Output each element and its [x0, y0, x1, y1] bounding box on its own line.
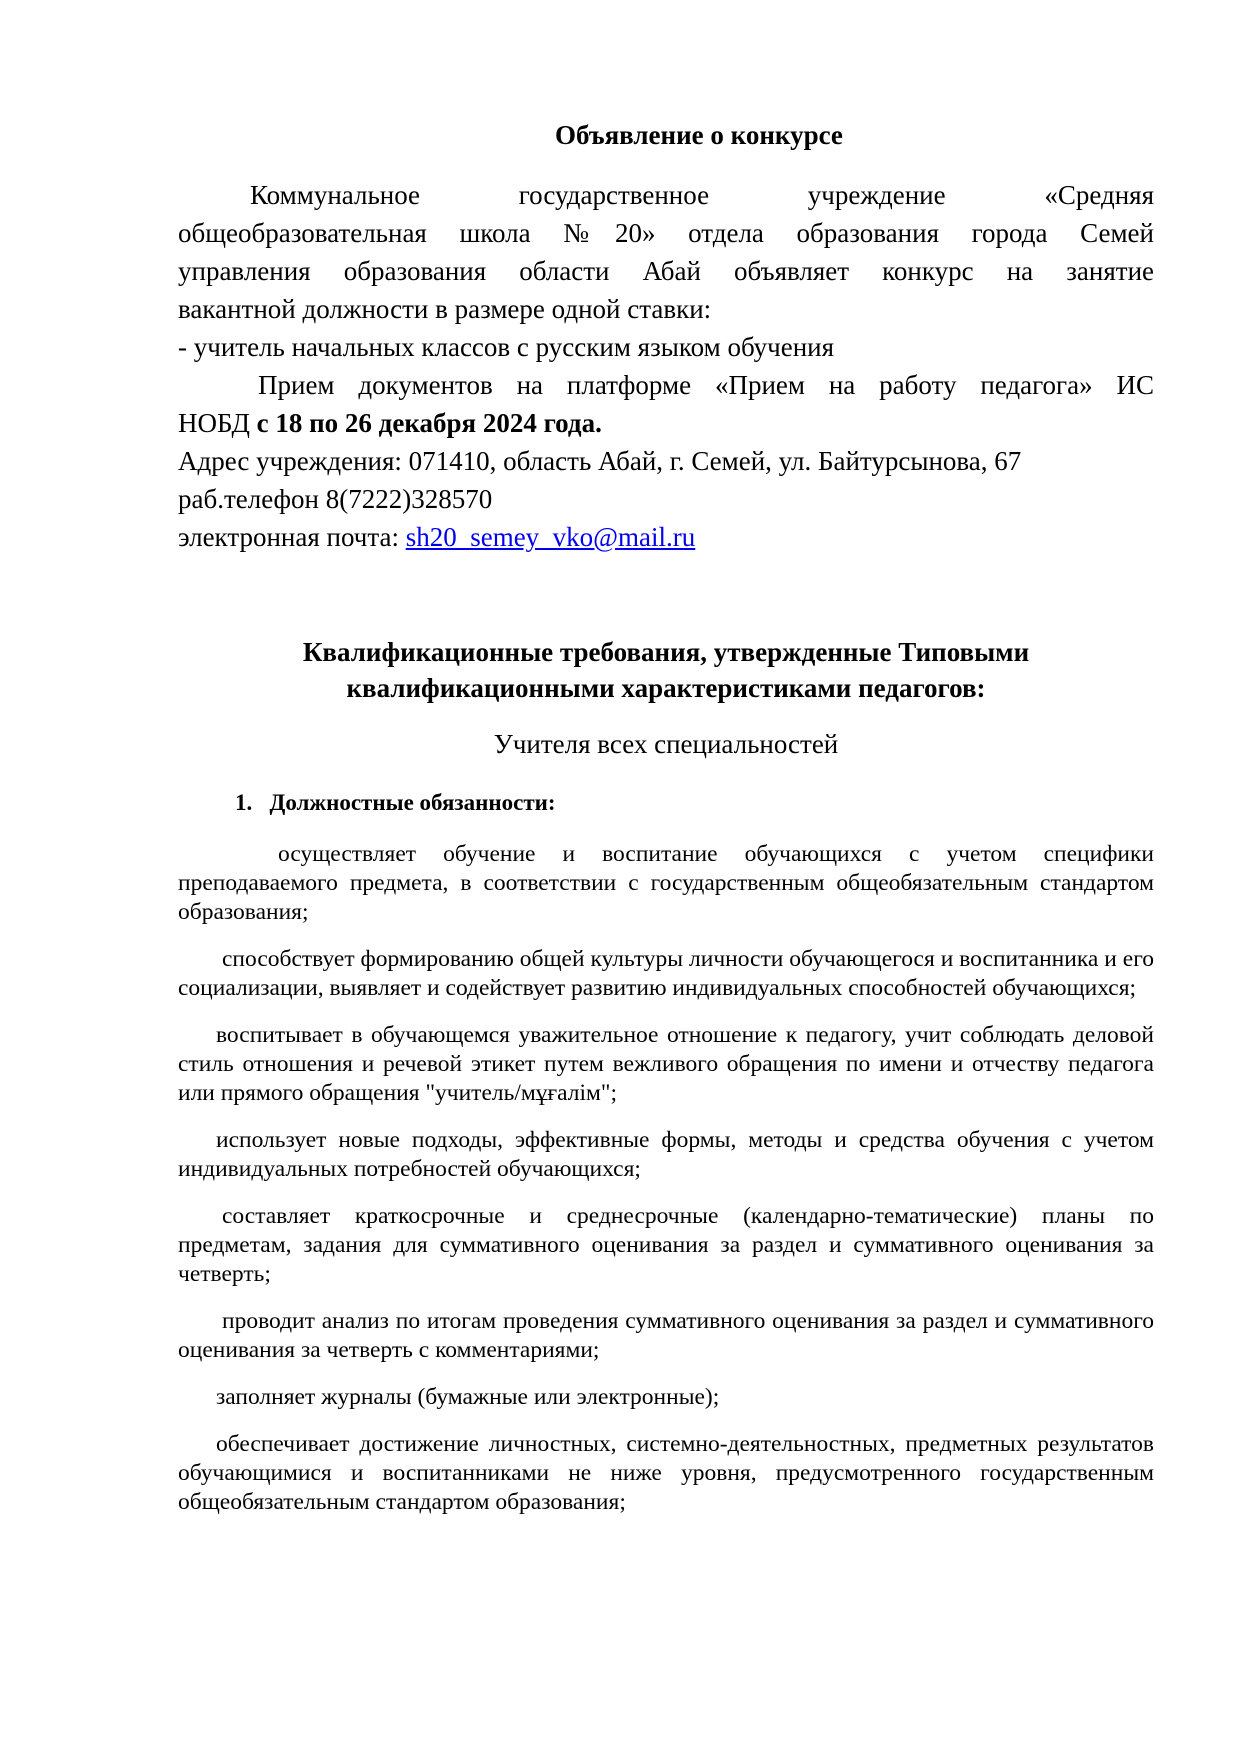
- announcement-title: Объявление о конкурсе: [555, 120, 843, 150]
- intro-line: управления образования области Абай объявляет конкурс на занятие: [178, 256, 1154, 286]
- intro-line: общеобразовательная школа №20» отдела образования города Семей: [178, 218, 1154, 248]
- vacancy-line: - учитель начальных классов с русским языком обучения: [178, 332, 835, 362]
- announcement-body: [178, 176, 1154, 556]
- qualification-title-line: квалификационными характеристиками педагогов:: [346, 673, 986, 703]
- reception-prefix: НОБД: [178, 408, 250, 438]
- reception-line: Прием документов на платформе «Прием на работу педагога» ИС: [258, 370, 1154, 400]
- duty-item: составляет краткосрочные и среднесрочные (календарно-тематические) планы по предметам, задания для суммативного оценивания за раздел и суммативного оценивания за четверть;: [178, 1203, 1154, 1287]
- reception-dates-line: [178, 404, 1154, 442]
- duty-item: заполняет журналы (бумажные или электронные);: [216, 1384, 720, 1410]
- email-line: [178, 518, 1154, 556]
- section-title: Должностные обязанности:: [269, 790, 556, 815]
- qualification-subtitle: Учителя всех специальностей: [493, 729, 839, 759]
- reception-dates: с 18 по 26 декабря 2024 года.: [256, 408, 602, 438]
- section-heading: [235, 790, 556, 816]
- email-link[interactable]: sh20_semey_vko@mail.ru: [405, 522, 696, 552]
- duties-list: [178, 840, 1154, 1535]
- intro-line: Коммунальное государственное учреждение «Средняя: [250, 180, 1154, 210]
- phone-line: раб.телефон 8(7222)328570: [178, 484, 493, 514]
- intro-line: вакантной должности в размере одной ставки:: [178, 294, 712, 324]
- duty-item: воспитывает в обучающемся уважительное отношение к педагогу, учит соблюдать деловой стиль отношения и речевой этикет путем вежливого обращения по имени и отчеству педагога или прямого обращения "учитель/мұғалім";: [178, 1022, 1154, 1106]
- duty-item: проводит анализ по итогам проведения суммативного оценивания за раздел и суммативного оценивания за четверть с комментариями;: [178, 1308, 1154, 1363]
- duty-item: способствует формированию общей культуры личности обучающегося и воспитанника и его социализации, выявляет и содействует развитию индивидуальных способностей обучающихся;: [178, 946, 1154, 1001]
- duty-item: осуществляет обучение и воспитание обучающихся с учетом специфики преподаваемого предмета, в соответствии с государственным общеобязательным стандартом образования;: [178, 841, 1154, 925]
- section-number: 1.: [235, 790, 253, 815]
- qualification-title: [178, 634, 1154, 706]
- email-label: электронная почта:: [178, 522, 399, 552]
- duty-item: обеспечивает достижение личностных, системно-деятельностных, предметных результатов обучающимися и воспитанниками не ниже уровня, предусмотренного государственным общеобязательным стандартом образования;: [178, 1431, 1154, 1515]
- duty-item: использует новые подходы, эффективные формы, методы и средства обучения с учетом индивидуальных потребностей обучающихся;: [178, 1127, 1154, 1182]
- qualification-title-line: Квалификационные требования, утвержденные Типовыми: [302, 637, 1030, 667]
- address-line: Адрес учреждения: 071410, область Абай, г. Семей, ул. Байтурсынова, 67: [178, 446, 1022, 476]
